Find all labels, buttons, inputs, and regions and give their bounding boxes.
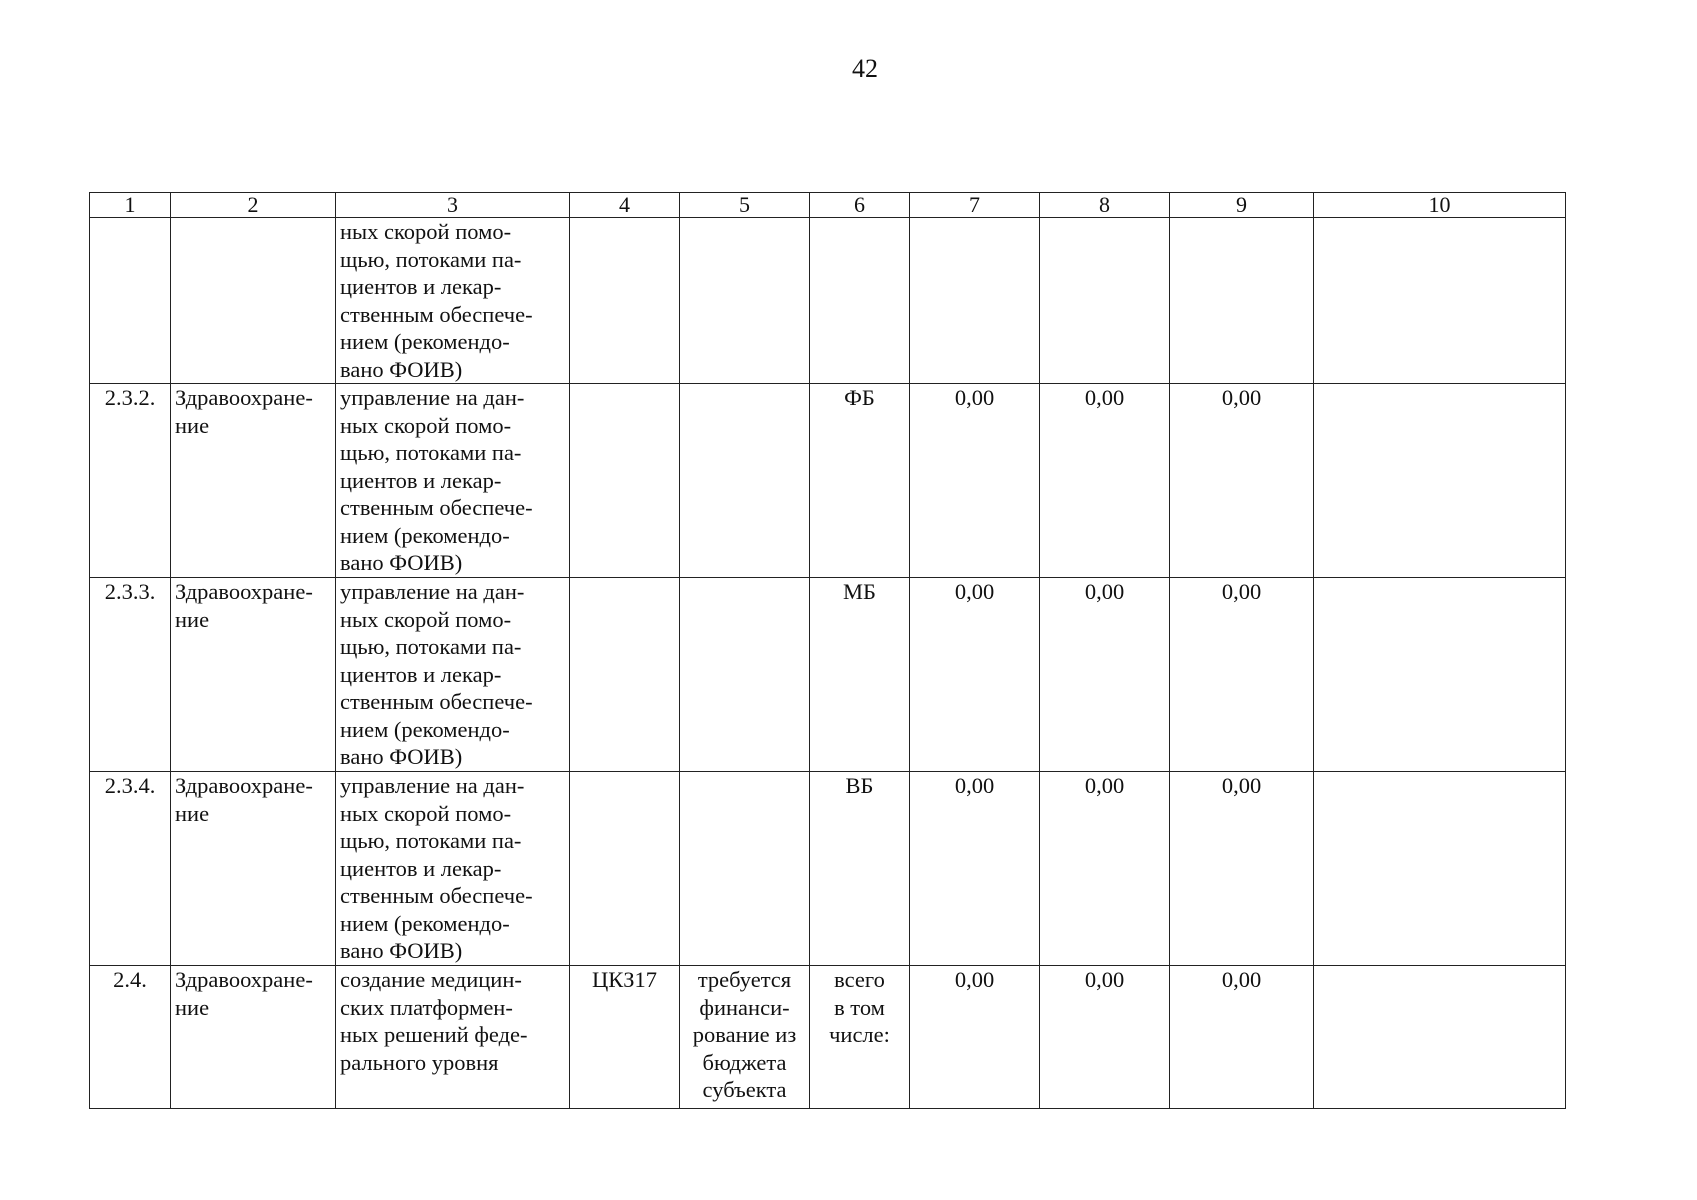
- cell-value: [910, 218, 1040, 384]
- cell-number: 2.4.: [90, 966, 171, 1109]
- cell-sector: Здравоохране- ние: [171, 384, 336, 578]
- cell-sector: Здравоохране- ние: [171, 772, 336, 966]
- cell-value: 0,00: [910, 966, 1040, 1109]
- cell-value: [1170, 218, 1314, 384]
- cell-value: 0,00: [1040, 966, 1170, 1109]
- cell-extra: [1314, 218, 1566, 384]
- cell-value: [1040, 218, 1170, 384]
- cell-description: ных скорой помо- щью, потоками па- циентов и лекар- ственным обеспече- нием (рекомендо- вано ФОИВ): [336, 218, 570, 384]
- cell-source: [810, 218, 910, 384]
- cell-value: 0,00: [1170, 578, 1314, 772]
- cell-value: 0,00: [1040, 772, 1170, 966]
- cell-note: требуется финанси- рование из бюджета субъекта: [680, 966, 810, 1109]
- cell-description: управление на дан- ных скорой помо- щью, потоками па- циентов и лекар- ственным обеспече- нием (рекомендо- вано ФОИВ): [336, 772, 570, 966]
- page-number: 42: [852, 54, 878, 83]
- cell-extra: [1314, 578, 1566, 772]
- cell-value: 0,00: [910, 578, 1040, 772]
- cell-value: 0,00: [1170, 772, 1314, 966]
- cell-source: всего в том числе:: [810, 966, 910, 1109]
- data-table: [89, 192, 1566, 1109]
- cell-extra: [1314, 966, 1566, 1109]
- cell-code: ЦКЗ17: [570, 966, 680, 1109]
- cell-sector: Здравоохране- ние: [171, 966, 336, 1109]
- table-row: [90, 384, 1566, 578]
- cell-note: [680, 218, 810, 384]
- cell-extra: [1314, 384, 1566, 578]
- cell-note: [680, 772, 810, 966]
- col-header: 10: [1314, 193, 1566, 218]
- cell-description: создание медицин- ских платформен- ных решений феде- рального уровня: [336, 966, 570, 1109]
- cell-sector: Здравоохране- ние: [171, 578, 336, 772]
- cell-code: [570, 384, 680, 578]
- cell-note: [680, 578, 810, 772]
- cell-sector: [171, 218, 336, 384]
- col-header: 9: [1170, 193, 1314, 218]
- cell-code: [570, 578, 680, 772]
- col-header: 8: [1040, 193, 1170, 218]
- cell-value: 0,00: [910, 772, 1040, 966]
- cell-description: управление на дан- ных скорой помо- щью, потоками па- циентов и лекар- ственным обеспече- нием (рекомендо- вано ФОИВ): [336, 384, 570, 578]
- col-header: 7: [910, 193, 1040, 218]
- col-header: 2: [171, 193, 336, 218]
- col-header: 5: [680, 193, 810, 218]
- cell-value: 0,00: [910, 384, 1040, 578]
- cell-description: управление на дан- ных скорой помо- щью, потоками па- циентов и лекар- ственным обеспече- нием (рекомендо- вано ФОИВ): [336, 578, 570, 772]
- cell-source: МБ: [810, 578, 910, 772]
- cell-code: [570, 218, 680, 384]
- cell-value: 0,00: [1040, 578, 1170, 772]
- cell-number: [90, 218, 171, 384]
- col-header: 1: [90, 193, 171, 218]
- cell-value: 0,00: [1170, 384, 1314, 578]
- cell-number: 2.3.4.: [90, 772, 171, 966]
- cell-note: [680, 384, 810, 578]
- cell-number: 2.3.2.: [90, 384, 171, 578]
- cell-number: 2.3.3.: [90, 578, 171, 772]
- header-row: [90, 193, 1566, 218]
- cell-source: ВБ: [810, 772, 910, 966]
- cell-source: ФБ: [810, 384, 910, 578]
- col-header: 3: [336, 193, 570, 218]
- table-row: [90, 966, 1566, 1109]
- cell-value: 0,00: [1040, 384, 1170, 578]
- table-row: [90, 578, 1566, 772]
- col-header: 4: [570, 193, 680, 218]
- cell-value: 0,00: [1170, 966, 1314, 1109]
- cell-code: [570, 772, 680, 966]
- table-row: [90, 218, 1566, 384]
- cell-extra: [1314, 772, 1566, 966]
- table-row: [90, 772, 1566, 966]
- col-header: 6: [810, 193, 910, 218]
